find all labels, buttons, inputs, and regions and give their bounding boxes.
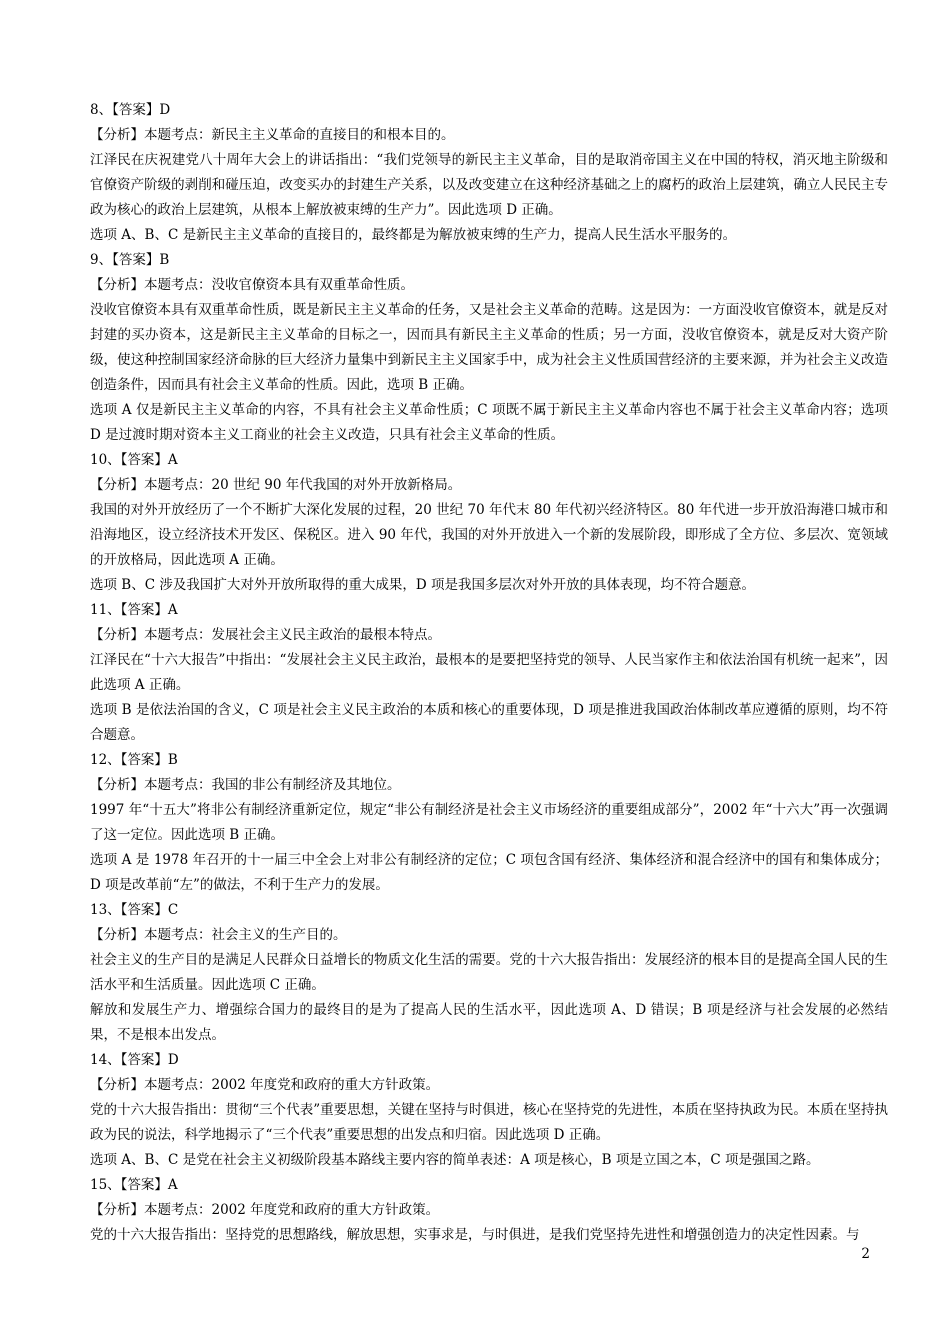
answer-heading: 8、【答案】D	[90, 102, 171, 118]
analysis-topic: 【分析】本题考点：2002 年度党和政府的重大方针政策。	[90, 1077, 440, 1093]
analysis-topic: 【分析】本题考点：社会主义的生产目的。	[90, 927, 347, 943]
analysis-paragraph: 党的十六大报告指出：坚持党的思想路线，解放思想，实事求是，与时俱进，是我们党坚持先进性和增强创造力的决定性因素。与	[90, 1227, 860, 1243]
answer-block	[90, 448, 888, 598]
analysis-paragraph: 选项 A、B、C 是新民主主义革命的直接目的，最终都是为解放被束缚的生产力，提高人民生活水平服务的。	[90, 227, 737, 243]
analysis-paragraph: 社会主义的生产目的是满足人民群众日益增长的物质文化生活的需要。党的十六大报告指出：发展经济的根本目的是提高全国人民的生活水平和生活质量。因此选项 C 正确。	[90, 952, 888, 993]
analysis-paragraph: 选项 A 是 1978 年召开的十一届三中全会上对非公有制经济的定位；C 项包含国有经济、集体经济和混合经济中的国有和集体成分；D 项是改革前“左”的做法，不利于生产力的发展。	[90, 852, 888, 893]
answer-block	[90, 98, 888, 248]
analysis-paragraph: 江泽民在“十六大报告”中指出：“发展社会主义民主政治，最根本的是要把坚持党的领导、人民当家作主和依法治国有机统一起来”，因此选项 A 正确。	[90, 652, 888, 693]
analysis-topic: 【分析】本题考点：我国的非公有制经济及其地位。	[90, 777, 401, 793]
analysis-paragraph: 选项 B 是依法治国的含义，C 项是社会主义民主政治的本质和核心的重要体现，D 项是推进我国政治体制改革应遵循的原则，均不符合题意。	[90, 702, 888, 743]
analysis-paragraph: 选项 A、B、C 是党在社会主义初级阶段基本路线主要内容的简单表述：A 项是核心，B 项是立国之本，C 项是强国之路。	[90, 1152, 820, 1168]
analysis-paragraph: 解放和发展生产力、增强综合国力的最终目的是为了提高人民的生活水平，因此选项 A、D 错误；B 项是经济与社会发展的必然结果，不是根本出发点。	[90, 1002, 888, 1043]
answer-heading: 9、【答案】B	[90, 252, 170, 268]
analysis-topic: 【分析】本题考点：新民主主义革命的直接目的和根本目的。	[90, 127, 455, 143]
analysis-topic: 【分析】本题考点：没收官僚资本具有双重革命性质。	[90, 277, 414, 293]
document-body	[90, 98, 888, 1248]
answer-block	[90, 248, 888, 448]
answer-heading: 11、【答案】A	[90, 602, 178, 618]
answer-block	[90, 748, 888, 898]
analysis-topic: 【分析】本题考点：2002 年度党和政府的重大方针政策。	[90, 1202, 440, 1218]
analysis-paragraph: 党的十六大报告指出：贯彻“三个代表”重要思想，关键在坚持与时俱进，核心在坚持党的先进性，本质在坚持执政为民。本质在坚持执政为民的说法，科学地揭示了“三个代表”重要思想的出发点和归宿。因此选项 D 正确。	[90, 1102, 888, 1143]
answer-heading: 10、【答案】A	[90, 452, 178, 468]
answer-heading: 15、【答案】A	[90, 1177, 178, 1193]
analysis-paragraph: 我国的对外开放经历了一个不断扩大深化发展的过程，20 世纪 70 年代末 80 年代初兴经济特区。80 年代进一步开放沿海港口城市和沿海地区，设立经济技术开发区、保税区。进入 90 年代，我国的对外开放进入一个新的发展阶段，即形成了全方位、多层次、宽领域的开放格局，因此选项 A 正确。	[90, 502, 888, 568]
analysis-topic: 【分析】本题考点：20 世纪 90 年代我国的对外开放新格局。	[90, 477, 462, 493]
answer-heading: 13、【答案】C	[90, 902, 179, 918]
answer-heading: 12、【答案】B	[90, 752, 178, 768]
analysis-paragraph: 江泽民在庆祝建党八十周年大会上的讲话指出：“我们党领导的新民主主义革命，目的是取消帝国主义在中国的特权，消灭地主阶级和官僚资产阶级的剥削和碰压迫，改变买办的封建生产关系，以及改变建立在这种经济基础之上的腐朽的政治上层建筑，确立人民民主专政为核心的政治上层建筑，从根本上解放被束缚的生产力”。因此选项 D 正确。	[90, 152, 888, 218]
page-number: 2	[861, 1246, 870, 1262]
analysis-paragraph: 1997 年“十五大”将非公有制经济重新定位，规定“非公有制经济是社会主义市场经济的重要组成部分”，2002 年“十六大”再一次强调了这一定位。因此选项 B 正确。	[90, 802, 888, 843]
answer-heading: 14、【答案】D	[90, 1052, 179, 1068]
analysis-paragraph: 选项 B、C 涉及我国扩大对外开放所取得的重大成果，D 项是我国多层次对外开放的具体表现，均不符合题意。	[90, 577, 755, 593]
answer-block	[90, 898, 888, 1048]
analysis-topic: 【分析】本题考点：发展社会主义民主政治的最根本特点。	[90, 627, 441, 643]
answer-block	[90, 1173, 888, 1248]
answer-block	[90, 1048, 888, 1173]
analysis-paragraph: 没收官僚资本具有双重革命性质，既是新民主主义革命的任务，又是社会主义革命的范畴。这是因为：一方面没收官僚资本，就是反对封建的买办资本，这是新民主主义革命的目标之一，因而具有新民主主义革命的性质；另一方面，没收官僚资本，就是反对大资产阶级，使这种控制国家经济命脉的巨大经济力量集中到新民主主义国家手中，成为社会主义性质国营经济的主要来源，并为社会主义改造创造条件，因而具有社会主义革命的性质。因此，选项 B 正确。	[90, 302, 888, 393]
answer-block	[90, 598, 888, 748]
analysis-paragraph: 选项 A 仅是新民主主义革命的内容，不具有社会主义革命性质；C 项既不属于新民主主义革命内容也不属于社会主义革命内容；选项 D 是过渡时期对资本主义工商业的社会主义改造，只具有社会主义革命的性质。	[90, 402, 888, 443]
